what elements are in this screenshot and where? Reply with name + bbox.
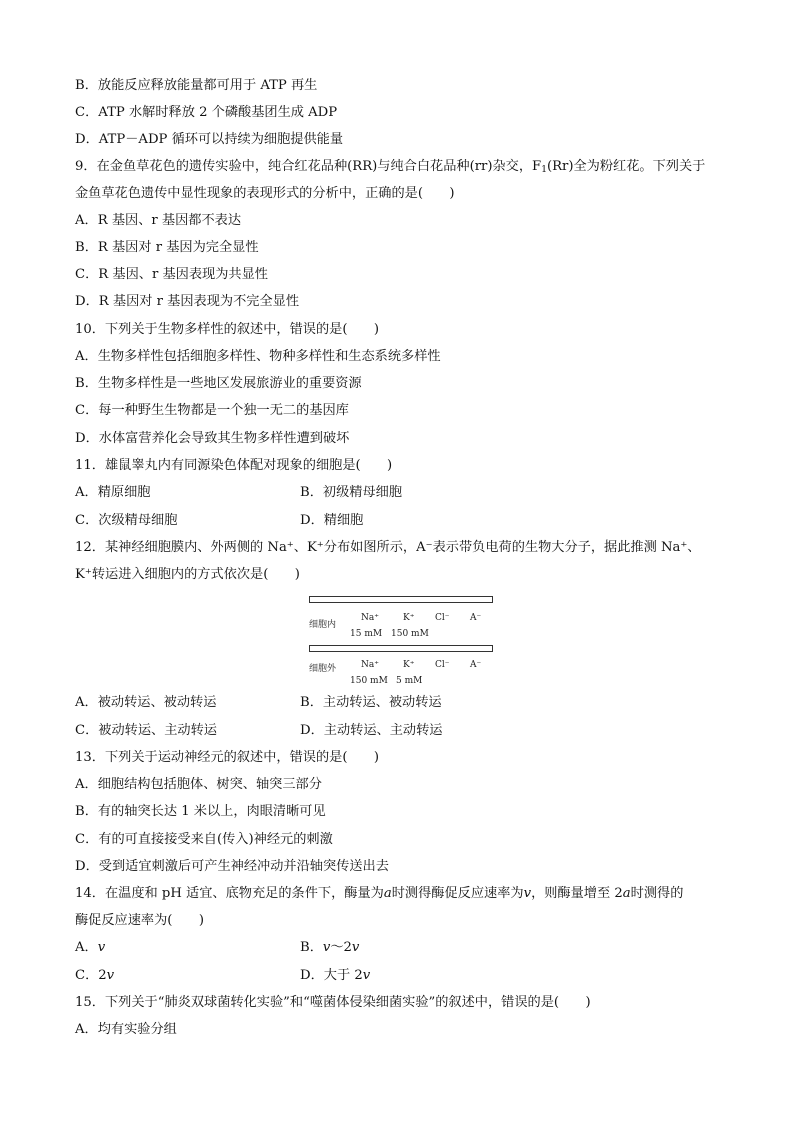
q10-option-a: A．生物多样性包括细胞多样性、物种多样性和生态系统多样性 — [75, 349, 441, 364]
k-inside-conc: 150 mM — [391, 629, 429, 639]
q9-stem-line2: 金鱼草花色遗传中显性现象的表现形式的分析中，正确的是( ) — [75, 186, 455, 201]
ion-na-inside: Na⁺ — [361, 613, 379, 623]
q14-stem-line1: 14．在温度和 pH 适宜、底物充足的条件下，酶量为a时测得酶促反应速率为v，则酶量增至 2a时测得的 — [75, 886, 684, 901]
q13-stem: 13．下列关于运动神经元的叙述中，错误的是( ) — [75, 750, 380, 765]
q15-option-a: A．均有实验分组 — [75, 1022, 177, 1037]
na-inside-conc: 15 mM — [350, 629, 383, 639]
q10-option-c: C．每一种野生生物都是一个独一无二的基因库 — [75, 403, 349, 418]
q9-stem-line1: 9．在金鱼草花色的遗传实验中，纯合红花品种(RR)与纯合白花品种(rr)杂交，$F_1(Rr)$全为粉红花。下列关于 — [75, 159, 706, 175]
q9-option-a: A．R 基因、r 基因都不表达 — [75, 213, 242, 228]
q9-option-b: B．R 基因对 r 基因为完全显性 — [75, 240, 259, 255]
q12-stem-line1: 12．某神经细胞膜内、外两侧的 Na⁺、K⁺分布如图所示，A⁻表示带负电荷的生物大分子，据此推测 Na⁺、 — [75, 540, 701, 555]
q12-option-c: C．被动转运、主动转运 — [75, 723, 217, 738]
ion-a-outside: A⁻ — [470, 660, 482, 670]
q10-option-d: D．水体富营养化会导致其生物多样性遭到破坏 — [75, 431, 350, 446]
q11-option-c: C．次级精母细胞 — [75, 513, 178, 528]
ion-k-inside: K⁺ — [403, 613, 415, 623]
membrane-top-line — [309, 596, 493, 603]
q11-option-d: D．精细胞 — [300, 513, 364, 528]
q11-option-a: A．精原细胞 — [75, 485, 151, 500]
ion-na-outside: Na⁺ — [361, 660, 379, 670]
q10-stem: 10．下列关于生物多样性的叙述中，错误的是( ) — [75, 322, 380, 337]
membrane-ion-figure — [305, 592, 495, 687]
ion-cl-outside: Cl⁻ — [435, 660, 450, 670]
na-outside-conc: 150 mM — [350, 676, 388, 686]
q14-option-b: B．v～2v — [300, 940, 360, 955]
q9-option-d: D．R 基因对 r 基因表现为不完全显性 — [75, 294, 300, 309]
outside-label: 细胞外 — [309, 664, 337, 674]
ion-cl-inside: Cl⁻ — [435, 613, 450, 623]
membrane-bottom-line — [309, 645, 493, 652]
q15-stem: 15．下列关于“肺炎双球菌转化实验”和“噬菌体侵染细菌实验”的叙述中，错误的是( ) — [75, 995, 591, 1010]
q13-option-c: C．有的可直接接受来自(传入)神经元的刺激 — [75, 832, 333, 847]
q9-option-c: C．R 基因、r 基因表现为共显性 — [75, 267, 268, 282]
q12-option-d: D．主动转运、主动转运 — [300, 723, 443, 738]
q10-option-b: B．生物多样性是一些地区发展旅游业的重要资源 — [75, 376, 362, 391]
q8-option-c: C．ATP 水解时释放 2 个磷酸基团生成 ADP — [75, 105, 338, 120]
q13-option-a: A．细胞结构包括胞体、树突、轴突三部分 — [75, 777, 322, 792]
q12-option-a: A．被动转运、被动转运 — [75, 695, 217, 710]
q12-stem-line2: K⁺转运进入细胞内的方式依次是( ) — [75, 567, 300, 582]
q8-option-d: D．ATP－ADP 循环可以持续为细胞提供能量 — [75, 132, 344, 147]
q14-option-c: C．2v — [75, 968, 115, 983]
q8-option-b: B．放能反应释放能量都可用于 ATP 再生 — [75, 78, 318, 93]
ion-k-outside: K⁺ — [403, 660, 415, 670]
q14-option-a: A．v — [75, 940, 106, 955]
q11-stem: 11．雄鼠睾丸内有同源染色体配对现象的细胞是( ) — [75, 458, 393, 473]
q14-option-d: D．大于 2v — [300, 968, 371, 983]
q11-option-b: B．初级精母细胞 — [300, 485, 403, 500]
inside-label: 细胞内 — [309, 620, 337, 630]
k-outside-conc: 5 mM — [396, 676, 423, 686]
q14-stem-line2: 酶促反应速率为( ) — [75, 913, 204, 928]
q12-option-b: B．主动转运、被动转运 — [300, 695, 442, 710]
q13-option-b: B．有的轴突长达 1 米以上，肉眼清晰可见 — [75, 804, 326, 819]
ion-a-inside: A⁻ — [470, 613, 482, 623]
q13-option-d: D．受到适宜刺激后可产生神经冲动并沿轴突传送出去 — [75, 859, 389, 874]
